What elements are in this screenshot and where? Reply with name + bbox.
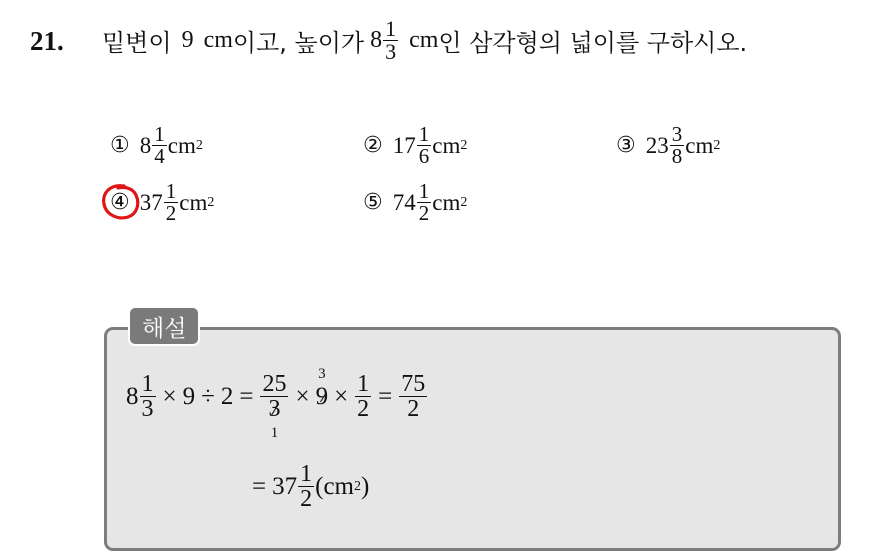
times-sign: × [162,382,177,410]
solution-label: 해설 [128,306,200,346]
question-text-middle: 이고, 높이가 [232,29,365,57]
mixed-numerator: 1 [141,371,154,397]
question-text-before: 밑변이 [102,29,172,57]
solution-box [104,327,841,551]
result-numerator: 75 [401,371,426,397]
choice-whole: 74 [392,189,416,215]
choice-denominator: 2 [418,201,430,225]
choice-whole: 37 [139,189,163,215]
choice-numerator: 3 [671,122,683,146]
choice-3[interactable]: ③ 23 $\frac{3}{8}$ cm 2 [616,122,721,168]
choice-marker: ① [110,133,130,158]
choice-fraction [417,124,432,167]
improper-numerator: 25 [262,371,287,397]
base-value: 9 [181,27,194,53]
half-denominator: 2 [357,396,370,422]
two-value: 2 [220,382,234,410]
question-number: 21. [30,26,64,56]
times-sign-3: × [334,382,349,410]
choice-unit: cm [432,189,461,215]
half-numerator: 1 [357,371,370,397]
equals-sign: = [239,382,254,410]
choice-unit: cm [432,132,461,158]
choice-numerator: 1 [418,122,430,146]
answer-whole: 37 [272,472,298,500]
choice-denominator: 6 [418,144,430,168]
cancelled-nine [315,365,329,411]
answer-numerator: 1 [300,461,313,487]
choice-marker: ② [363,133,383,158]
open-paren: ( [315,472,324,500]
height-denominator: 3 [385,39,397,64]
result-denominator: 2 [407,396,420,422]
divide-sign: ÷ [201,382,215,410]
equals-sign-2: = [378,382,393,410]
height-fraction [383,18,398,63]
choice-marker: ④ [110,190,130,215]
cancelled-denominator [266,396,282,441]
cancelled-three: 3 [268,396,281,422]
choice-whole: 17 [392,132,416,158]
height-numerator: 1 [385,16,397,41]
choice-marker: ⑤ [363,190,383,215]
solution-line-2: = 37 $\frac{1}{2}$ ( cm 2 ) [252,461,370,512]
height-unit: cm [409,27,439,53]
choice-1[interactable]: ① 8 $\frac{1}{4}$ cm 2 [110,122,203,168]
half-fraction [355,372,371,421]
choice-whole: 23 [645,132,669,158]
height-whole: 8 [370,27,383,53]
choice-fraction [670,124,685,167]
choice-denominator: 2 [165,201,177,225]
solution-line-1 [126,365,428,441]
choice-fraction [417,181,432,224]
cancelled-nine-value: 9 [315,382,329,410]
nine-value: 9 [182,382,196,410]
base-unit: cm [203,27,233,53]
choice-unit: cm [179,189,208,215]
choice-denominator: 8 [671,144,683,168]
mixed-fraction [140,372,156,421]
choice-denominator: 4 [154,144,165,168]
mixed-denominator: 3 [141,396,154,422]
improper-fraction [260,371,288,441]
choice-numerator: 1 [165,179,177,203]
choice-fraction [164,181,179,224]
choice-fraction [152,124,167,167]
close-paren: ) [360,472,370,500]
answer-fraction [298,462,314,511]
mixed-whole: 8 [126,382,139,410]
question-text-after: 인 삼각형의 넓이를 구하시오. [438,29,748,57]
choice-numerator: 1 [154,122,165,146]
choice-unit: cm [685,132,714,158]
choice-whole: 8 [139,132,152,158]
choice-unit: cm [167,132,196,158]
question-text [102,18,747,63]
times-sign-2: × [295,382,310,410]
cancel-result-one: 1 [270,425,279,441]
choice-numerator: 1 [418,179,430,203]
choice-4[interactable]: ④ 37 $\frac{1}{2}$ cm 2 [110,179,215,225]
answer-denominator: 2 [300,486,313,512]
result-fraction [399,372,427,421]
answer-unit: cm [323,472,354,500]
cancel-result-three: 3 [318,365,326,382]
choice-2[interactable]: ② 17 $\frac{1}{6}$ cm 2 [363,122,468,168]
choice-marker: ③ [616,133,636,158]
choice-5[interactable]: ⑤ 74 $\frac{1}{2}$ cm 2 [363,179,468,225]
equals-sign: = [252,472,267,500]
